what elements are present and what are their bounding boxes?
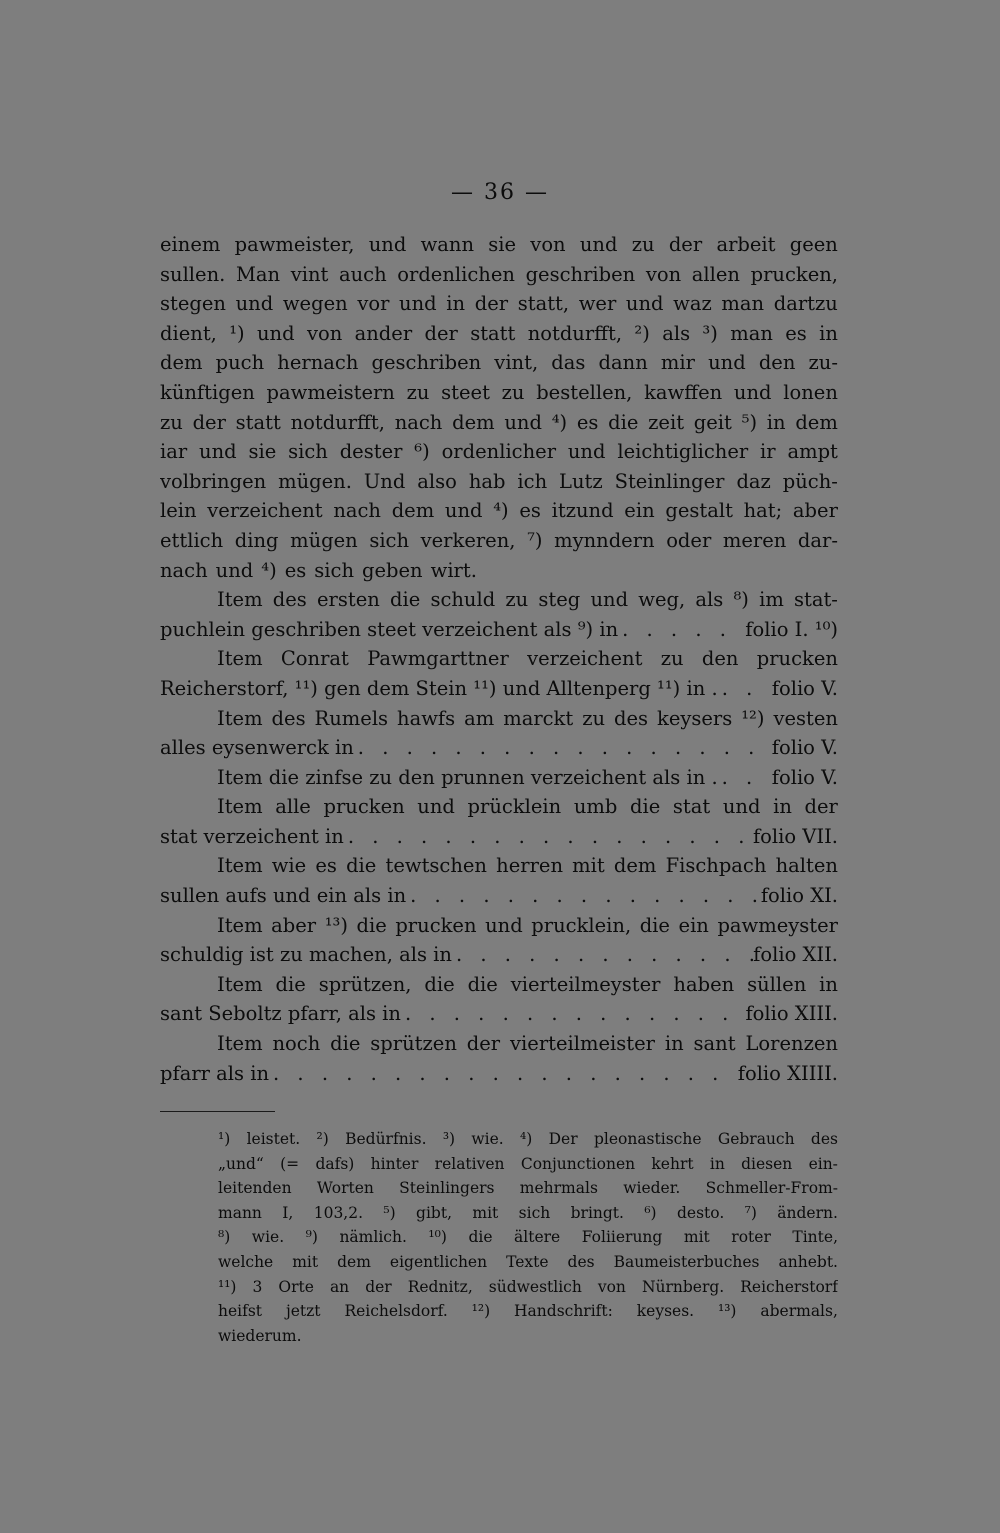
toc-entry-line: Item aber ¹³) die prucken und prucklein, die ein pawmeyster [217, 913, 838, 937]
dot-leader [718, 763, 772, 793]
toc-entry-line: Item Conrat Pawmgarttner verzeichent zu den prucken [217, 647, 838, 671]
toc-entry-line [160, 822, 838, 852]
body-line: lein verzeichent nach dem und ⁴) es itzund ein gestalt hat; aber [160, 499, 838, 523]
dot-leader [269, 1059, 738, 1089]
folio-reference: folio V. [771, 736, 838, 760]
folio-reference: folio XIIII. [737, 1061, 838, 1085]
footnote-line: ¹) leistet. ²) Bedürfnis. ³) wie. ⁴) Der pleonastische Gebrauch des [218, 1130, 838, 1148]
toc-entry-line: Item des Rumels hawfs am marckt zu des keysers ¹²) vesten [217, 706, 838, 730]
folio-reference: folio VII. [752, 824, 838, 848]
footnote-line: leitenden Worten Steinlingers mehrmals wieder. Schmeller-From- [218, 1179, 838, 1198]
dot-leader [718, 674, 772, 704]
body-line: sullen. Man vint auch ordenlichen geschriben von allen prucken, [160, 262, 838, 286]
body-line: ettlich ding mügen sich verkeren, ⁷) mynndern oder meren dar- [160, 528, 838, 552]
toc-entry-line [160, 615, 838, 645]
folio-reference: folio I. ¹⁰) [745, 617, 838, 641]
folio-reference: folio V. [771, 765, 838, 789]
toc-entry-text: pfarr als in [160, 1061, 270, 1085]
footnote-line: ⁸) wie. ⁹) nämlich. ¹⁰) die ältere Foliierung mit roter Tinte, [218, 1228, 838, 1247]
toc-entry-text: sullen aufs und ein als in [160, 884, 407, 908]
body-line: stegen und wegen vor und in der statt, wer und waz man dartzu [160, 292, 838, 316]
body-line: dient, ¹) und von ander der statt notdurfft, ²) als ³) man es in [160, 321, 838, 345]
toc-entry-text: alles eysenwerck in [160, 736, 354, 760]
body-line: dem puch hernach geschriben vint, das dann mir und den zu- [160, 351, 838, 375]
toc-entry-line [160, 940, 838, 970]
folio-reference: folio V. [771, 676, 838, 700]
footnote-line: heifst jetzt Reichelsdorf. ¹²) Handschrift: keyses. ¹³) abermals, [218, 1302, 838, 1321]
footnote-line: ¹¹) 3 Orte an der Rednitz, südwestlich von Nürnberg. Reicherstorf [218, 1277, 838, 1296]
footnote-divider [160, 1111, 275, 1112]
footnotes [218, 1127, 838, 1348]
toc-entry-text: schuldig ist zu machen, als in [160, 943, 452, 967]
folio-reference: folio XII. [753, 943, 838, 967]
dot-leader [354, 733, 772, 763]
dot-leader [406, 881, 761, 911]
dot-leader [452, 940, 753, 970]
footnote-line: mann I, 103,2. ⁵) gibt, mit sich bringt. ⁶) desto. ⁷) ändern. [218, 1203, 838, 1222]
footnote-line: welche mit dem eigentlichen Texte des Baumeisterbuches anhebt. [218, 1252, 838, 1271]
toc-entry-text: puchlein geschriben steet verzeichent als ⁹) in [160, 617, 619, 641]
footnote-line: wiederum. [218, 1326, 302, 1345]
toc-entry-text: Item die zinfse zu den prunnen verzeichent als in . [217, 765, 718, 789]
dot-leader [401, 999, 745, 1029]
toc-entry-line: Item noch die sprützen der vierteilmeister in sant Lorenzen [217, 1032, 838, 1056]
body-text [160, 230, 838, 1088]
body-line: einem pawmeister, und wann sie von und zu der arbeit geen [160, 233, 838, 256]
body-line: zu der statt notdurfft, nach dem und ⁴) es die zeit geit ⁵) in dem [160, 410, 838, 434]
toc-entry-line: Item die sprützen, die die vierteilmeyster haben süllen in [217, 972, 838, 996]
toc-entry-line [160, 674, 838, 704]
body-line: volbringen mügen. Und also hab ich Lutz Steinlinger daz püch- [160, 469, 838, 493]
dot-leader [618, 615, 745, 645]
toc-entry-line: Item des ersten die schuld zu steg und weg, als ⁸) im stat- [217, 588, 838, 612]
toc-entry-line [160, 999, 838, 1029]
toc-entry-text: sant Seboltz pfarr, als in [160, 1002, 401, 1026]
toc-entry-line: Item alle prucken und prücklein umb die stat und in der [217, 795, 838, 819]
toc-entry-line [160, 1059, 838, 1089]
toc-entry-line [160, 733, 838, 763]
toc-entry-text: Reicherstorf, ¹¹) gen dem Stein ¹¹) und Alltenperg ¹¹) in . [160, 676, 718, 700]
footnote-line: „und“ (= dafs) hinter relativen Conjunctionen kehrt in diesen ein- [218, 1154, 838, 1173]
toc-entry-text: stat verzeichent in [160, 824, 344, 848]
body-line: künftigen pawmeistern zu steet zu bestellen, kawffen und lonen [160, 380, 838, 404]
body-line: iar und sie sich dester ⁶) ordenlicher und leichtiglicher ir ampt [160, 440, 838, 464]
dot-leader [344, 822, 753, 852]
toc-entry-line [160, 881, 838, 911]
toc-entry-line: Item wie es die tewtschen herren mit dem Fischpach halten [217, 854, 838, 878]
page-number: — 36 — [451, 180, 549, 205]
folio-reference: folio XI. [760, 884, 838, 908]
folio-reference: folio XIII. [745, 1002, 838, 1026]
body-line: nach und ⁴) es sich geben wirt. [160, 558, 477, 582]
toc-entry-line [160, 763, 838, 793]
